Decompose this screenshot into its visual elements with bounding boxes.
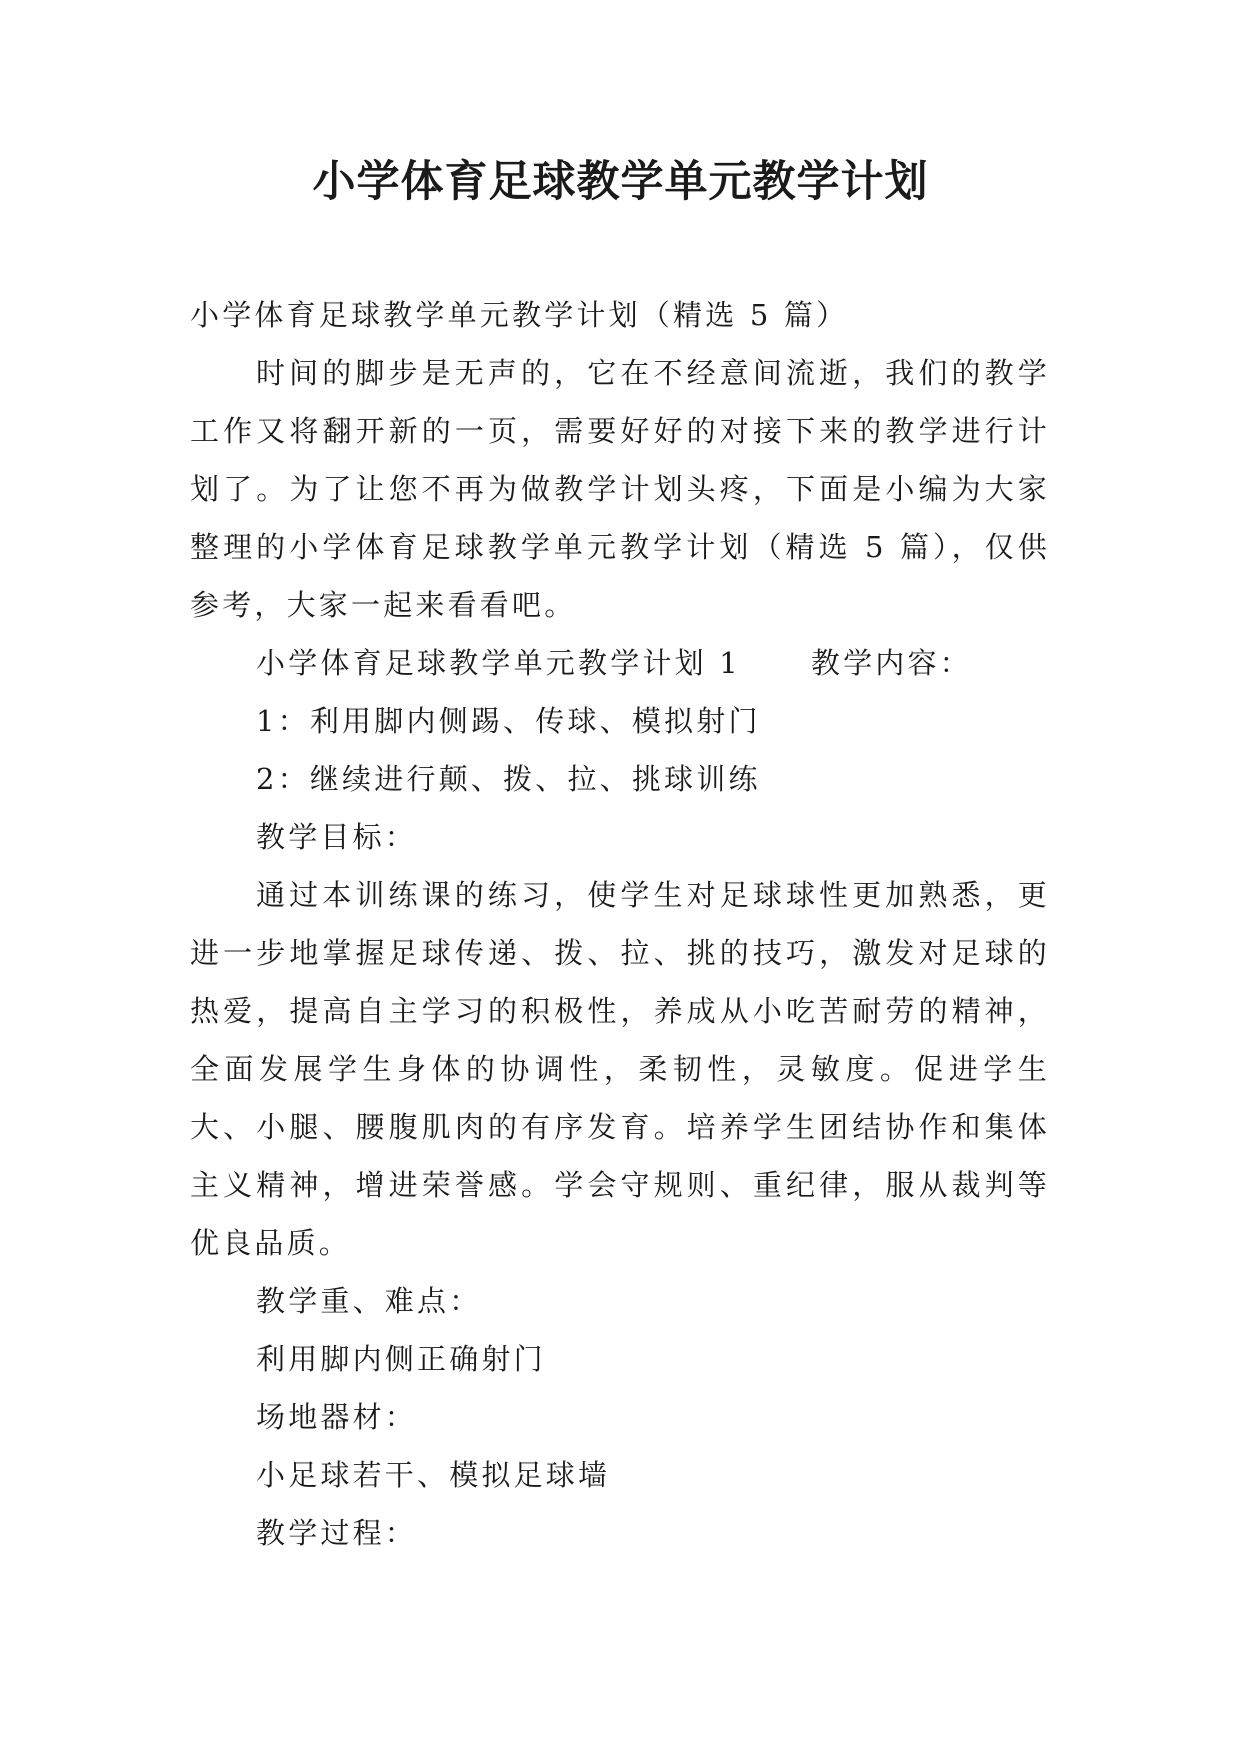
process-label: 教学过程： [256, 1516, 418, 1550]
equipment-text: 小足球若干、模拟足球墙 [256, 1458, 611, 1492]
intro-paragraph: 时间的脚步是无声的，它在不经意间流逝，我们的教学工作又将翻开新的一页，需要好好的对接下来的教学进行计划了。为了让您不再为做教学计划头疼，下面是小编为大家整理的小学体育足球教学单元教学计划（精选 5 篇），仅供参考，大家一起来看看吧。 [190, 356, 1050, 622]
key-points-text: 利用脚内侧正确射门 [256, 1342, 546, 1376]
content-label: 教学内容： [810, 646, 972, 680]
document-subtitle: 小学体育足球教学单元教学计划（精选 5 篇） [190, 298, 849, 332]
document-body [190, 286, 1050, 1562]
goal-paragraph: 通过本训练课的练习，使学生对足球球性更加熟悉，更进一步地掌握足球传递、拨、拉、挑的技巧，激发对足球的热爱，提高自主学习的积极性，养成从小吃苦耐劳的精神，全面发展学生身体的协调性，柔韧性，灵敏度。促进学生大、小腿、腰腹肌肉的有序发育。培养学生团结协作和集体主义精神，增进荣誉感。学会守规则、重纪律，服从裁判等优良品质。 [190, 878, 1050, 1260]
document-title: 小学体育足球教学单元教学计划 [312, 157, 929, 207]
section-heading-line [190, 634, 1050, 692]
equipment-label: 场地器材： [256, 1400, 418, 1434]
section-heading: 小学体育足球教学单元教学计划 1 [256, 646, 741, 680]
key-points-label: 教学重、难点： [256, 1284, 482, 1318]
content-item: 2：继续进行颠、拨、拉、挑球训练 [256, 762, 761, 796]
content-item: 1：利用脚内侧踢、传球、模拟射门 [256, 704, 761, 738]
goal-label: 教学目标： [256, 820, 418, 854]
